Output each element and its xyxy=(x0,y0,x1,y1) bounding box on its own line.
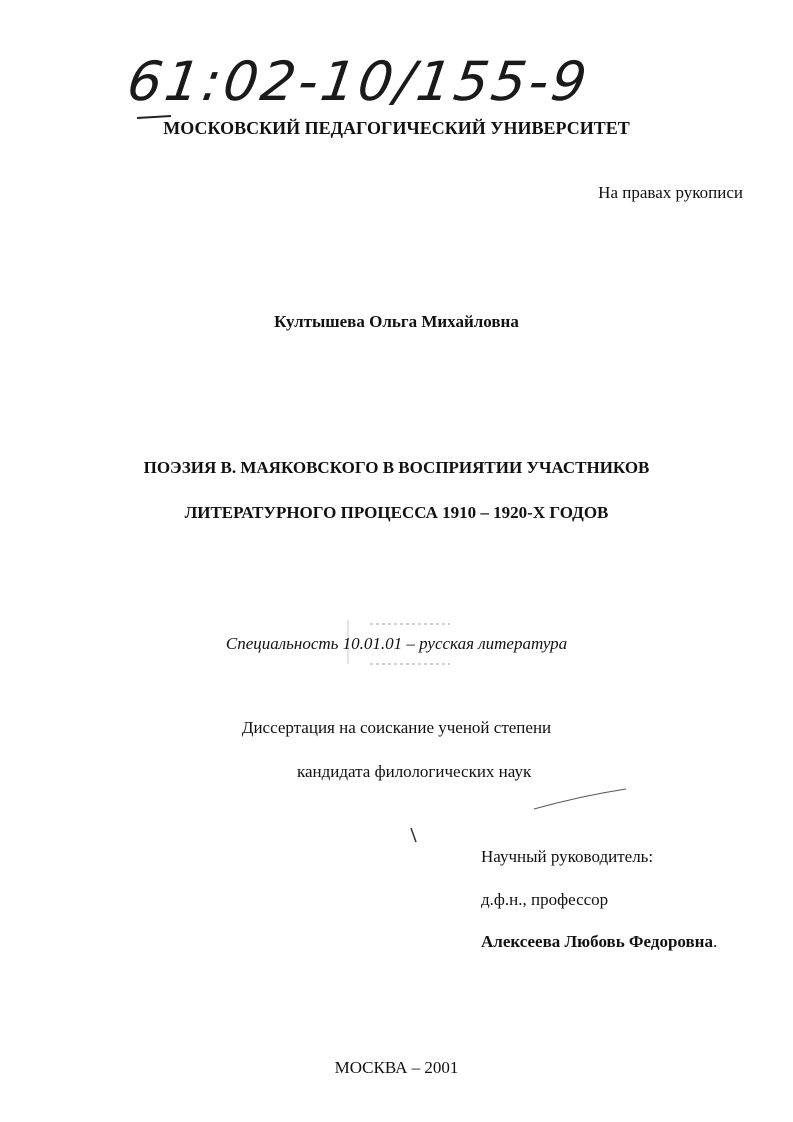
title-line-1: ПОЭЗИЯ В. МАЯКОВСКОГО В ВОСПРИЯТИИ УЧАСТНИКОВ xyxy=(143,458,650,477)
supervisor-name-line xyxy=(481,932,717,952)
specialty-line: Специальность 10.01.01 – русская литература xyxy=(225,634,568,653)
pen-tick xyxy=(408,826,420,846)
university-name: МОСКОВСКИЙ ПЕДАГОГИЧЕСКИЙ УНИВЕРСИТЕТ xyxy=(163,118,630,138)
degree-line-1: Диссертация на соискание ученой степени xyxy=(241,718,552,737)
supervisor-label: Научный руководитель: xyxy=(481,847,654,866)
handwritten-shelfmark: 61:02-10/155-9 xyxy=(123,50,594,113)
supervisor-name-period: . xyxy=(712,932,718,951)
author-name: Култышева Ольга Михайловна xyxy=(274,312,519,331)
title-line-2: ЛИТЕРАТУРНОГО ПРОЦЕССА 1910 – 1920-Х ГОДОВ xyxy=(184,503,609,522)
rights-note: На правах рукописи xyxy=(598,183,743,202)
supervisor-title: д.ф.н., профессор xyxy=(481,890,609,909)
degree-line-2: кандидата филологических наук xyxy=(297,762,532,781)
supervisor-name: Алексеева Любовь Федоровна xyxy=(481,932,713,951)
pen-stroke xyxy=(530,785,630,815)
city-year: МОСКВА – 2001 xyxy=(334,1058,459,1077)
